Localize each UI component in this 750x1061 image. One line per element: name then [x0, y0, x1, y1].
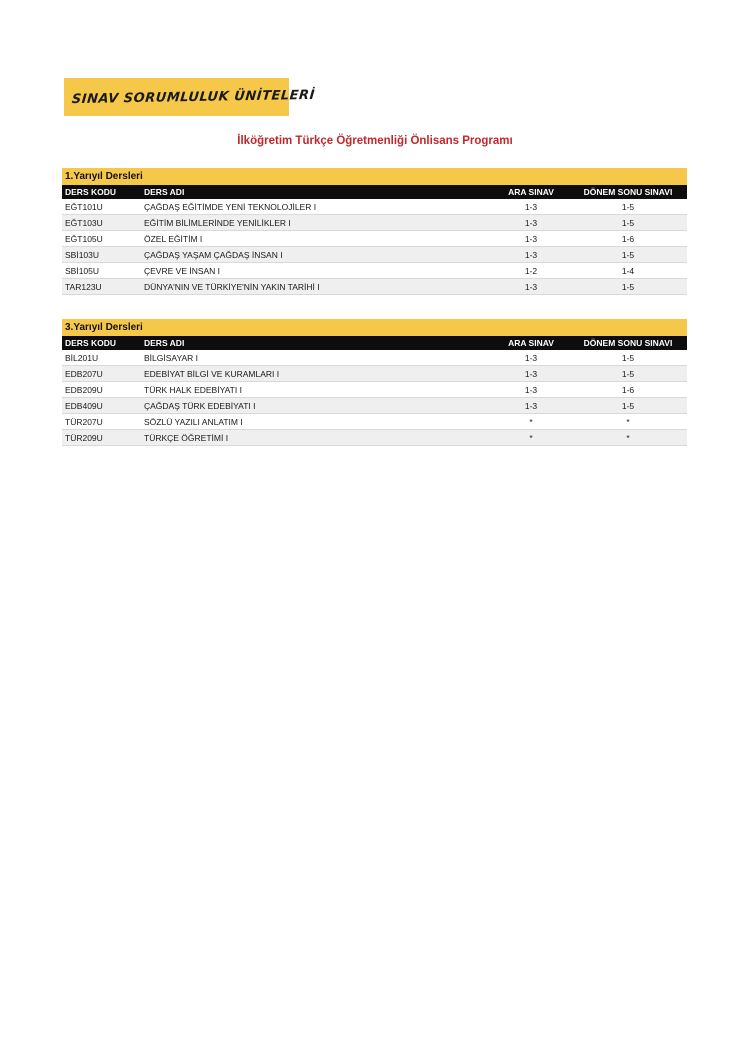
course-code: EDB409U — [62, 398, 141, 414]
course-table — [62, 185, 687, 295]
ara-sinav-units: * — [493, 414, 569, 430]
donem-sonu-units: 1-5 — [569, 398, 687, 414]
ara-sinav-units: 1-3 — [493, 199, 569, 215]
course-name: TÜRK HALK EDEBİYATI I — [141, 382, 493, 398]
donem-sonu-units: 1-5 — [569, 199, 687, 215]
donem-sonu-units: * — [569, 430, 687, 446]
donem-sonu-units: 1-5 — [569, 366, 687, 382]
course-code: SBİ105U — [62, 263, 141, 279]
header-ders-adi: DERS ADI — [144, 338, 185, 348]
header-ara-sinav: ARA SINAV — [508, 338, 554, 348]
course-name: BİLGİSAYAR I — [141, 350, 493, 366]
course-code: EĞT103U — [62, 215, 141, 231]
course-name: ÖZEL EĞİTİM I — [141, 231, 493, 247]
ara-sinav-units: 1-3 — [493, 231, 569, 247]
course-table — [62, 336, 687, 446]
table-row — [62, 398, 687, 414]
table-row — [62, 366, 687, 382]
section-title: 3.Yarıyıl Dersleri — [62, 319, 687, 336]
course-code: SBİ103U — [62, 247, 141, 263]
ara-sinav-units: 1-3 — [493, 398, 569, 414]
donem-sonu-units: 1-5 — [569, 279, 687, 295]
ara-sinav-units: 1-3 — [493, 215, 569, 231]
course-name: ÇAĞDAŞ TÜRK EDEBİYATI I — [141, 398, 493, 414]
course-name: EDEBİYAT BİLGİ VE KURAMLARI I — [141, 366, 493, 382]
course-code: TÜR209U — [62, 430, 141, 446]
course-name: ÇAĞDAŞ EĞİTİMDE YENİ TEKNOLOJİLER I — [141, 199, 493, 215]
course-code: EDB207U — [62, 366, 141, 382]
header-ders-kodu: DERS KODU — [65, 338, 117, 348]
table-row — [62, 263, 687, 279]
ara-sinav-units: 1-2 — [493, 263, 569, 279]
table-row — [62, 350, 687, 366]
table-row — [62, 279, 687, 295]
course-code: TAR123U — [62, 279, 141, 295]
table-row — [62, 215, 687, 231]
ara-sinav-units: 1-3 — [493, 247, 569, 263]
course-name: ÇAĞDAŞ YAŞAM ÇAĞDAŞ İNSAN I — [141, 247, 493, 263]
donem-sonu-units: 1-6 — [569, 382, 687, 398]
header-donem-sonu: DÖNEM SONU SINAVI — [583, 338, 673, 348]
table-row — [62, 199, 687, 215]
donem-sonu-units: * — [569, 414, 687, 430]
header-ara-sinav: ARA SINAV — [508, 187, 554, 197]
donem-sonu-units: 1-5 — [569, 350, 687, 366]
header-ders-adi: DERS ADI — [144, 187, 185, 197]
banner-title: SINAV SORUMLULUK ÜNİTELERİ — [71, 87, 316, 107]
table-row — [62, 414, 687, 430]
course-code: EĞT101U — [62, 199, 141, 215]
course-code: TÜR207U — [62, 414, 141, 430]
donem-sonu-units: 1-4 — [569, 263, 687, 279]
course-name: TÜRKÇE ÖĞRETİMİ I — [141, 430, 493, 446]
donem-sonu-units: 1-6 — [569, 231, 687, 247]
ara-sinav-units: 1-3 — [493, 279, 569, 295]
table-row — [62, 382, 687, 398]
donem-sonu-units: 1-5 — [569, 247, 687, 263]
course-name: SÖZLÜ YAZILI ANLATIM I — [141, 414, 493, 430]
table-header-row — [62, 336, 687, 350]
ara-sinav-units: 1-3 — [493, 382, 569, 398]
ara-sinav-units: 1-3 — [493, 366, 569, 382]
table-row — [62, 231, 687, 247]
header-ders-kodu: DERS KODU — [65, 187, 117, 197]
course-code: EDB209U — [62, 382, 141, 398]
page-banner — [64, 78, 316, 116]
table-row — [62, 247, 687, 263]
course-code: BİL201U — [62, 350, 141, 366]
ara-sinav-units: 1-3 — [493, 350, 569, 366]
course-name: ÇEVRE VE İNSAN I — [141, 263, 493, 279]
program-title: İlköğretim Türkçe Öğretmenliği Önlisans Programı — [237, 135, 513, 147]
course-name: DÜNYA'NIN VE TÜRKİYE'NİN YAKIN TARİHİ I — [141, 279, 493, 295]
course-name: EĞİTİM BİLİMLERİNDE YENİLİKLER I — [141, 215, 493, 231]
course-code: EĞT105U — [62, 231, 141, 247]
section-title: 1.Yarıyıl Dersleri — [62, 168, 687, 185]
table-header-row — [62, 185, 687, 199]
header-donem-sonu: DÖNEM SONU SINAVI — [583, 187, 673, 197]
ara-sinav-units: * — [493, 430, 569, 446]
table-row — [62, 430, 687, 446]
donem-sonu-units: 1-5 — [569, 215, 687, 231]
semester-3-section — [62, 319, 687, 446]
semester-1-section — [62, 168, 687, 295]
